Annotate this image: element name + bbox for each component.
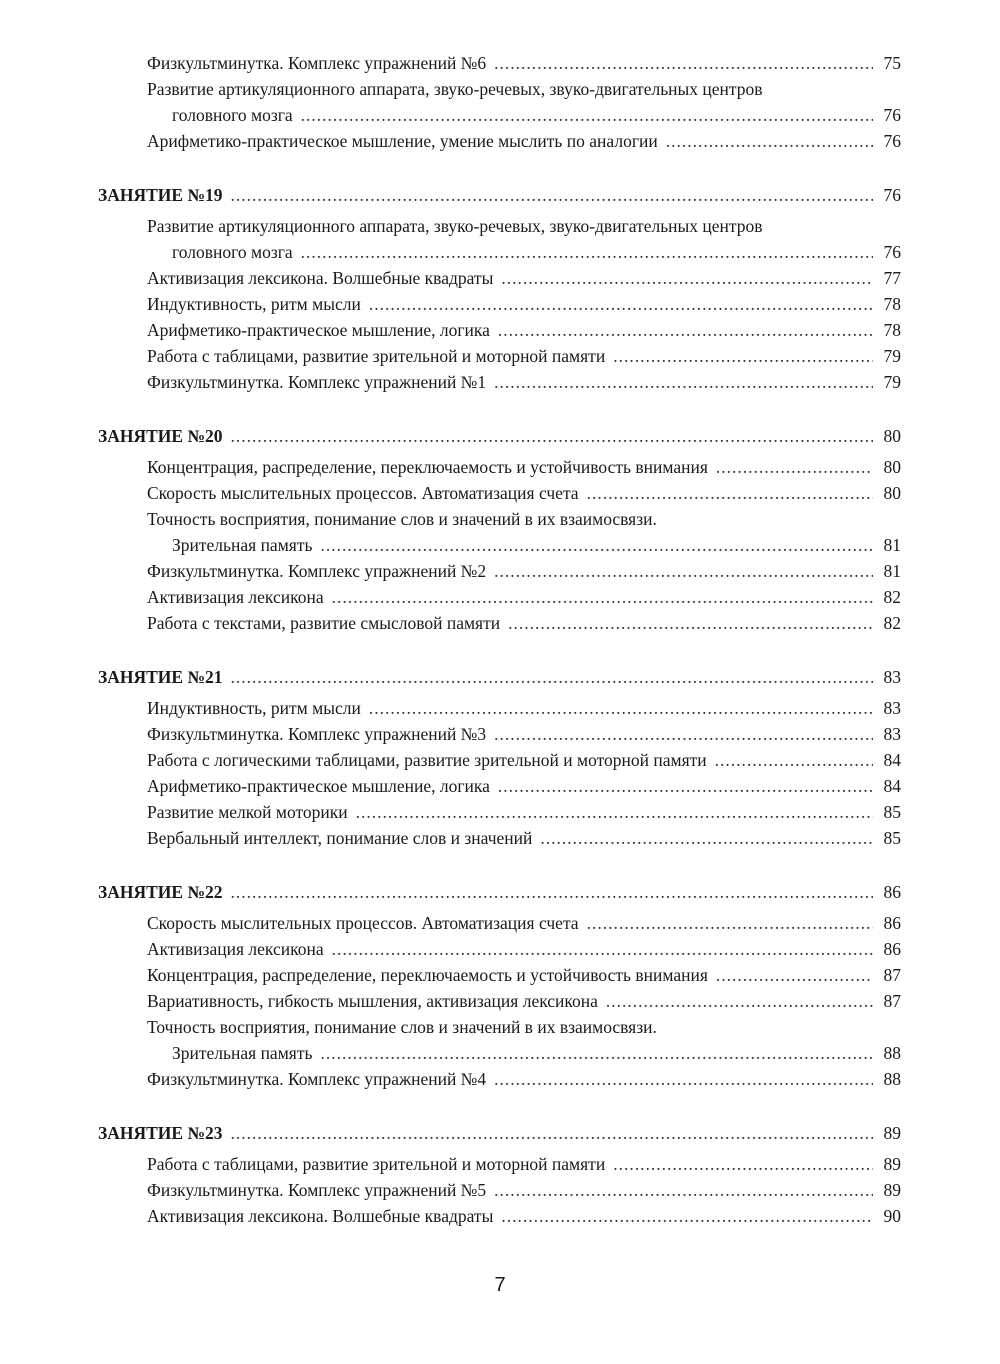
toc-entry-continuation: головного мозга [172, 242, 293, 262]
leader-dots [494, 1066, 873, 1092]
leader-dots [508, 610, 873, 636]
leader-dots [356, 799, 873, 825]
toc-page-number: 82 [883, 587, 901, 607]
toc-entry-label: Активизация лексикона. Волшебные квадраты [147, 1206, 494, 1226]
toc-page-number: 86 [883, 939, 901, 959]
toc-entry-label: Развитие мелкой моторики [147, 802, 348, 822]
leader-dots [494, 50, 873, 76]
toc-entry[interactable] [98, 721, 901, 747]
toc-entry-label: Работа с таблицами, развитие зрительной и моторной памяти [147, 346, 606, 366]
toc-entry-label: Концентрация, распределение, переключаемость и устойчивость внимания [147, 457, 708, 477]
toc-entry[interactable] [98, 936, 901, 962]
leader-dots [320, 532, 873, 558]
toc-session-block [98, 182, 901, 395]
toc-entry[interactable] [98, 291, 901, 317]
toc-page-number: 78 [883, 320, 901, 340]
toc-entry-label: Физкультминутка. Комплекс упражнений №6 [147, 53, 487, 73]
toc-entry-label: Работа с таблицами, развитие зрительной и моторной памяти [147, 1154, 606, 1174]
toc-page-number: 83 [883, 724, 901, 744]
toc-entry-label: Индуктивность, ритм мысли [147, 698, 361, 718]
toc-entry-text: Развитие артикуляционного аппарата, звуко-речевых, звуко-двигательных центров [147, 216, 763, 236]
leader-dots [498, 317, 873, 343]
session-title: ЗАНЯТИЕ №21 [98, 667, 223, 687]
leader-dots [494, 1177, 873, 1203]
toc-entry[interactable] [98, 454, 901, 480]
toc-session-heading[interactable] [98, 879, 901, 905]
toc-entry-label: Активизация лексикона. Волшебные квадраты [147, 268, 494, 288]
toc-page-number: 89 [883, 1154, 901, 1174]
toc-entry-continuation: головного мозга [172, 105, 293, 125]
toc-page-number: 80 [883, 426, 901, 446]
session-title: ЗАНЯТИЕ №19 [98, 185, 223, 205]
session-title: ЗАНЯТИЕ №23 [98, 1123, 223, 1143]
toc-page-number: 82 [883, 613, 901, 633]
session-title: ЗАНЯТИЕ №22 [98, 882, 223, 902]
toc-page-number: 76 [883, 105, 901, 125]
leader-dots [231, 879, 873, 905]
toc-page-number: 81 [883, 561, 901, 581]
leader-dots [231, 664, 873, 690]
toc-entry[interactable] [98, 1151, 901, 1177]
toc-entry[interactable] [98, 695, 901, 721]
toc-page-number: 87 [883, 965, 901, 985]
toc-page-number: 83 [883, 667, 901, 687]
toc-entry[interactable] [98, 910, 901, 936]
leader-dots [231, 1120, 873, 1146]
toc-page-number: 81 [883, 535, 901, 555]
toc-entry-label: Активизация лексикона [147, 587, 324, 607]
toc-entry-label: Арифметико-практическое мышление, логика [147, 776, 490, 796]
leader-dots [494, 369, 873, 395]
toc-continued-block [98, 50, 901, 154]
toc-page-number: 76 [883, 242, 901, 262]
toc-entry[interactable] [98, 584, 901, 610]
toc-entry-label: Работа с логическими таблицами, развитие зрительной и моторной памяти [147, 750, 707, 770]
leader-dots [501, 1203, 873, 1229]
toc-entry-label: Индуктивность, ритм мысли [147, 294, 361, 314]
toc-page-number: 77 [883, 268, 901, 288]
toc-page-number: 89 [883, 1123, 901, 1143]
leader-dots [231, 423, 873, 449]
toc-session-heading[interactable] [98, 664, 901, 690]
leader-dots [498, 773, 873, 799]
toc-entry-label: Работа с текстами, развитие смысловой памяти [147, 613, 501, 633]
toc-entry[interactable] [98, 1177, 901, 1203]
toc-entry[interactable] [98, 799, 901, 825]
toc-entry[interactable] [98, 773, 901, 799]
leader-dots [501, 265, 873, 291]
toc-session-block [98, 664, 901, 851]
toc-entry[interactable] [98, 825, 901, 851]
toc-entry-label: Физкультминутка. Комплекс упражнений №3 [147, 724, 487, 744]
toc-entry[interactable] [98, 50, 901, 76]
toc-page-number: 89 [883, 1180, 901, 1200]
toc-entry[interactable] [98, 558, 901, 584]
toc-entry[interactable] [98, 532, 901, 558]
toc-entry-text: Развитие артикуляционного аппарата, звуко-речевых, звуко-двигательных центров [147, 79, 763, 99]
toc-entry-text: Точность восприятия, понимание слов и значений в их взаимосвязи. [147, 509, 657, 529]
toc-entry[interactable] [98, 610, 901, 636]
toc-page-number: 80 [883, 457, 901, 477]
toc-session-block [98, 879, 901, 1092]
session-title: ЗАНЯТИЕ №20 [98, 426, 223, 446]
toc-session-heading[interactable] [98, 423, 901, 449]
leader-dots [301, 102, 873, 128]
toc-entry[interactable] [98, 1203, 901, 1229]
toc-entry[interactable] [98, 317, 901, 343]
toc-entry-label: Вербальный интеллект, понимание слов и значений [147, 828, 533, 848]
toc-entry-label: Вариативность, гибкость мышления, активизация лексикона [147, 991, 598, 1011]
toc-entry[interactable] [98, 102, 901, 128]
toc-page-number: 86 [883, 882, 901, 902]
leader-dots [715, 747, 873, 773]
toc-entry-continuation: Зрительная память [172, 1043, 313, 1063]
toc-entry[interactable] [98, 369, 901, 395]
leader-dots [369, 291, 873, 317]
toc-entry-label: Скорость мыслительных процессов. Автоматизация счета [147, 483, 579, 503]
leader-dots [613, 1151, 873, 1177]
toc-entry-label: Скорость мыслительных процессов. Автоматизация счета [147, 913, 579, 933]
toc-entry[interactable] [98, 962, 901, 988]
toc-page-number: 86 [883, 913, 901, 933]
toc-entry[interactable] [98, 239, 901, 265]
leader-dots [320, 1040, 873, 1066]
toc-entry[interactable] [98, 1040, 901, 1066]
leader-dots [606, 988, 873, 1014]
toc-entry-label: Физкультминутка. Комплекс упражнений №5 [147, 1180, 487, 1200]
toc-session-block [98, 423, 901, 636]
leader-dots [231, 182, 873, 208]
toc-entry[interactable] [98, 988, 901, 1014]
toc-page-number: 79 [883, 346, 901, 366]
toc-session-block [98, 1120, 901, 1229]
toc-entry-label: Физкультминутка. Комплекс упражнений №1 [147, 372, 487, 392]
toc-page-number: 87 [883, 991, 901, 1011]
leader-dots [587, 910, 873, 936]
toc-entry-label: Арифметико-практическое мышление, логика [147, 320, 490, 340]
toc-page-number: 84 [883, 750, 901, 770]
leader-dots [369, 695, 873, 721]
toc-entry-label: Арифметико-практическое мышление, умение мыслить по аналогии [147, 131, 658, 151]
toc-entry-label: Активизация лексикона [147, 939, 324, 959]
toc-entry-label: Физкультминутка. Комплекс упражнений №2 [147, 561, 487, 581]
leader-dots [332, 936, 873, 962]
toc-entry-label: Концентрация, распределение, переключаемость и устойчивость внимания [147, 965, 708, 985]
leader-dots [613, 343, 873, 369]
leader-dots [494, 558, 873, 584]
toc-entry[interactable] [98, 1066, 901, 1092]
leader-dots [301, 239, 873, 265]
toc-page-number: 88 [883, 1043, 901, 1063]
toc-page-number: 90 [883, 1206, 901, 1226]
toc-page-number: 76 [883, 131, 901, 151]
toc-entry-text: Точность восприятия, понимание слов и значений в их взаимосвязи. [147, 1017, 657, 1037]
toc-page-number: 80 [883, 483, 901, 503]
toc-page-number: 83 [883, 698, 901, 718]
toc-entry-continuation: Зрительная память [172, 535, 313, 555]
toc-entry[interactable] [98, 128, 901, 154]
toc-entry[interactable] [98, 480, 901, 506]
page-number: 7 [494, 1274, 506, 1296]
toc-entry[interactable] [98, 747, 901, 773]
leader-dots [540, 825, 873, 851]
toc-session-heading[interactable] [98, 182, 901, 208]
leader-dots [716, 454, 873, 480]
toc-page-number: 79 [883, 372, 901, 392]
toc-entry[interactable] [98, 343, 901, 369]
leader-dots [587, 480, 873, 506]
toc-entry[interactable] [98, 265, 901, 291]
toc-page-number: 85 [883, 802, 901, 822]
toc-session-heading[interactable] [98, 1120, 901, 1146]
leader-dots [332, 584, 873, 610]
table-of-contents [98, 50, 901, 1229]
toc-page-number: 76 [883, 185, 901, 205]
leader-dots [494, 721, 873, 747]
toc-entry-label: Физкультминутка. Комплекс упражнений №4 [147, 1069, 487, 1089]
toc-page-number: 85 [883, 828, 901, 848]
leader-dots [666, 128, 873, 154]
toc-page-number: 84 [883, 776, 901, 796]
toc-page-number: 78 [883, 294, 901, 314]
toc-page-number: 88 [883, 1069, 901, 1089]
toc-page-number: 75 [883, 53, 901, 73]
leader-dots [716, 962, 873, 988]
